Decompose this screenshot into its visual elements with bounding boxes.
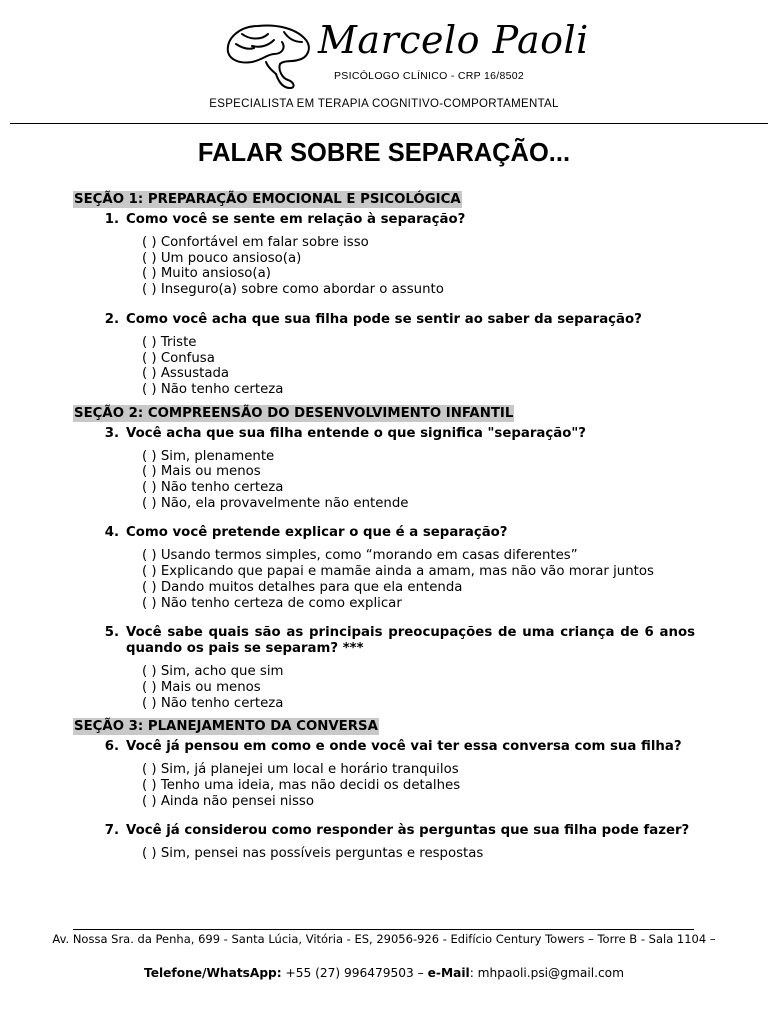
section-heading: SEÇÃO 2: COMPREENSÃO DO DESENVOLVIMENTO INFANTIL xyxy=(74,405,514,421)
specialty-line: ESPECIALISTA EM TERAPIA COGNITIVO-COMPORTAMENTAL xyxy=(209,98,559,110)
answer-option[interactable]: ( ) Sim, pensei nas possíveis perguntas e respostas xyxy=(142,846,484,862)
section-heading: SEÇÃO 1: PREPARAÇÃO EMOCIONAL E PSICOLÓGICA xyxy=(74,192,461,207)
footer-address: Av. Nossa Sra. da Penha, 699 - Santa Lúcia, Vitória - ES, 29056-926 - Edifício Century Towers – Torre B - Sala 1104 – xyxy=(52,932,716,946)
question xyxy=(73,625,695,657)
email-address[interactable]: : mhpaoli.psi@gmail.com xyxy=(469,966,624,980)
answer-option[interactable]: ( ) Sim, acho que sim xyxy=(142,664,284,680)
question xyxy=(73,212,695,228)
footer-contact xyxy=(0,966,768,980)
answer-option[interactable]: ( ) Confortável em falar sobre isso xyxy=(142,235,369,250)
professional-registration: PSICÓLOGO CLÍNICO - CRP 16/8502 xyxy=(334,70,525,82)
question-text: Como você se sente em relação à separação? xyxy=(126,212,466,227)
answer-option[interactable]: ( ) Não tenho certeza xyxy=(142,480,284,496)
question-text: Você já pensou em como e onde você vai ter essa conversa com sua filha? xyxy=(126,739,682,755)
answer-option[interactable]: ( ) Tenho uma ideia, mas não decidi os detalhes xyxy=(142,778,461,794)
answer-option[interactable]: ( ) Não, ela provavelmente não entende xyxy=(142,495,409,511)
question-text: Você sabe quais são as principais preocupações de uma criança de 6 anos quando os pais se separam? *** xyxy=(126,625,695,657)
question-number: 6. xyxy=(104,739,119,755)
questionnaire xyxy=(73,191,695,869)
question-number: 2. xyxy=(104,311,119,327)
answer-option[interactable]: ( ) Assustada xyxy=(142,366,230,382)
question xyxy=(73,525,695,541)
answer-option[interactable]: ( ) Sim, plenamente xyxy=(142,448,275,464)
question-number: 5. xyxy=(104,625,119,641)
footer-divider xyxy=(73,929,694,930)
question-number: 3. xyxy=(104,425,119,441)
answer-option[interactable]: ( ) Um pouco ansioso(a) xyxy=(142,250,302,266)
answer-option[interactable]: ( ) Mais ou menos xyxy=(142,464,261,480)
question-text: Você acha que sua filha entende o que significa "separação"? xyxy=(126,425,587,441)
question xyxy=(73,426,695,442)
answer-option[interactable]: ( ) Não tenho certeza xyxy=(142,695,284,711)
answer-option[interactable]: ( ) Usando termos simples, como “morando em casas diferentes” xyxy=(142,548,578,564)
question xyxy=(73,312,695,328)
question-number: 1. xyxy=(104,212,119,227)
brain-logo-icon xyxy=(222,18,314,90)
email-label: e-Mail xyxy=(427,966,470,980)
answer-option[interactable]: ( ) Mais ou menos xyxy=(142,679,261,695)
answer-option[interactable]: ( ) Dando muitos detalhes para que ela entenda xyxy=(142,579,463,595)
question-number: 4. xyxy=(104,525,119,541)
question xyxy=(73,823,695,839)
answer-option[interactable]: ( ) Explicando que papai e mamãe ainda a amam, mas não vão morar juntos xyxy=(142,564,654,580)
answer-option[interactable]: ( ) Confusa xyxy=(142,350,215,366)
answer-option[interactable]: ( ) Triste xyxy=(142,334,197,350)
section-heading: SEÇÃO 3: PLANEJAMENTO DA CONVERSA xyxy=(74,719,378,735)
question-text: Como você acha que sua filha pode se sentir ao saber da separação? xyxy=(126,311,642,327)
question xyxy=(73,739,695,755)
psychologist-name: Marcelo Paoli xyxy=(318,18,589,62)
letterhead xyxy=(0,0,768,124)
header-divider xyxy=(10,123,768,124)
answer-option[interactable]: ( ) Não tenho certeza de como explicar xyxy=(142,595,402,611)
answer-option[interactable]: ( ) Sim, já planejei um local e horário tranquilos xyxy=(142,762,459,778)
page-title: FALAR SOBRE SEPARAÇÃO... xyxy=(197,139,571,167)
answer-option[interactable]: ( ) Ainda não pensei nisso xyxy=(142,793,314,809)
question-text: Você já considerou como responder às perguntas que sua filha pode fazer? xyxy=(126,823,690,839)
answer-option[interactable]: ( ) Não tenho certeza xyxy=(142,381,284,397)
question-text: Como você pretende explicar o que é a separação? xyxy=(126,525,508,541)
phone-number: +55 (27) 996479503 – xyxy=(281,966,428,980)
answer-option[interactable]: ( ) Inseguro(a) sobre como abordar o assunto xyxy=(142,282,444,298)
question-number: 7. xyxy=(104,823,119,839)
answer-option[interactable]: ( ) Muito ansioso(a) xyxy=(142,266,271,282)
phone-label: Telefone/WhatsApp: xyxy=(144,966,282,980)
